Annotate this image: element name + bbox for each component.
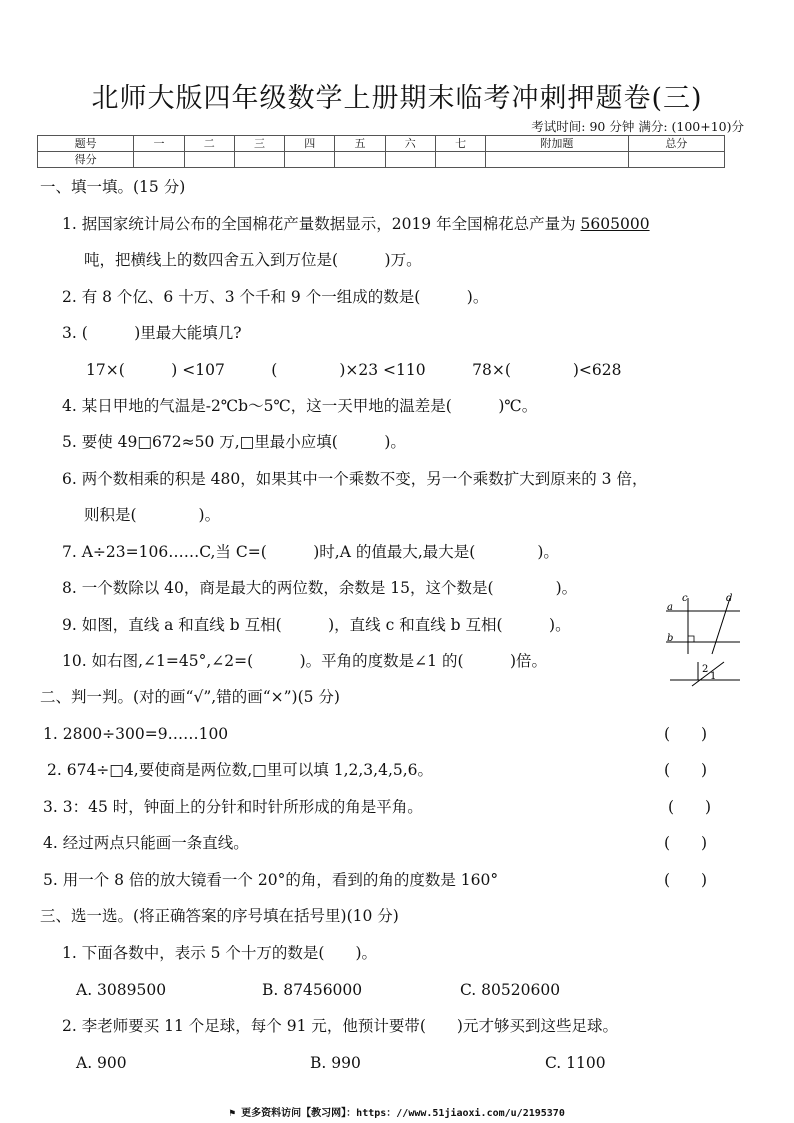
- score-table: [37, 135, 725, 168]
- score-header-cell: 四: [285, 136, 335, 152]
- label-c: c: [682, 593, 688, 604]
- question-1-3: 3. ( )里最大能填几?: [62, 324, 242, 342]
- question-1-9: 9. 如图，直线 a 和直线 b 互相( )，直线 c 和直线 b 互相( )。: [62, 616, 571, 634]
- underlined-number: 5605000: [580, 215, 650, 233]
- score-row-label: 得分: [38, 152, 134, 168]
- score-input-cell[interactable]: [486, 152, 628, 168]
- score-input-cell[interactable]: [134, 152, 184, 168]
- score-input-cell[interactable]: [234, 152, 284, 168]
- score-input-cell[interactable]: [184, 152, 234, 168]
- question-1-4: 4. 某日甲地的气温是-2℃b～5℃，这一天甲地的温差是( )℃。: [62, 397, 538, 415]
- choice-option: A. 3089500: [76, 981, 167, 999]
- question-1-2: 2. 有 8 个亿、6 十万、3 个千和 9 个一组成的数是( )。: [62, 288, 489, 306]
- choice-option: C. 80520600: [460, 981, 561, 999]
- choice-option: A. 900: [76, 1054, 127, 1072]
- right-angle-mark: [688, 636, 694, 642]
- footer-link[interactable]: [0, 1104, 794, 1119]
- judge-item: 4. 经过两点只能画一条直线。: [43, 834, 249, 852]
- score-header-cell: 总分: [628, 136, 724, 152]
- choice-option: C. 1100: [545, 1054, 606, 1072]
- question-1-7: 7. A÷23=106……C,当 C=( )时,A 的值最大,最大是( )。: [62, 543, 559, 561]
- section-3-heading: 三、选一选。(将正确答案的序号填在括号里)(10 分): [40, 907, 399, 925]
- label-d: d: [726, 593, 733, 604]
- score-header-cell: 七: [435, 136, 485, 152]
- judge-item: 5. 用一个 8 倍的放大镜看一个 20°的角，看到的角的度数是 160°: [43, 871, 499, 889]
- score-table-score-row: [38, 152, 725, 168]
- question-1-5: 5. 要使 49□672≈50 万,□里最小应填( )。: [62, 433, 406, 451]
- choice-question-1: 1. 下面各数中，表示 5 个十万的数是( )。: [62, 944, 378, 962]
- score-input-cell[interactable]: [385, 152, 435, 168]
- question-1-8: 8. 一个数除以 40，商是最大的两位数，余数是 15，这个数是( )。: [62, 579, 578, 597]
- score-header-cell: 一: [134, 136, 184, 152]
- question-1-10: 10. 如右图,∠1=45°,∠2=( )。平角的度数是∠1 的( )倍。: [62, 652, 548, 670]
- judge-item: 2. 674÷□4,要使商是两位数,□里可以填 1,2,3,4,5,6。: [47, 761, 434, 779]
- question-1-3-items: 17×( ) <107 ( )×23 <110 78×( )<628: [86, 361, 622, 379]
- line-d: [712, 598, 730, 654]
- flag-icon: ⚑: [229, 1108, 242, 1119]
- exam-info: 考试时间: 90 分钟 满分: (100+10)分: [531, 119, 744, 134]
- score-header-cell: 题号: [38, 136, 134, 152]
- page-title: 北师大版四年级数学上册期末临考冲刺押题卷(三): [91, 83, 703, 114]
- choice-option: B. 990: [310, 1054, 361, 1072]
- score-input-cell[interactable]: [335, 152, 385, 168]
- footer-text: 更多资料访问【教习网】：https：//www.51jiaoxi.com/u/2195370: [241, 1108, 565, 1119]
- section-2-heading: 二、判一判。(对的画“√”,错的画“×”)(5 分): [40, 688, 340, 706]
- answer-paren[interactable]: ( ): [668, 798, 712, 816]
- answer-paren[interactable]: ( ): [664, 871, 708, 889]
- score-header-cell: 五: [335, 136, 385, 152]
- score-input-cell[interactable]: [628, 152, 724, 168]
- score-header-cell: 六: [385, 136, 435, 152]
- judge-item: 1. 2800÷300=9……100: [43, 725, 229, 743]
- choice-question-2: 2. 李老师要买 11 个足球，每个 91 元，他预计要带( )元才够买到这些足球。: [62, 1017, 618, 1035]
- question-1-1-cont: 吨，把横线上的数四舍五入到万位是( )万。: [84, 251, 422, 269]
- label-a: a: [667, 602, 673, 613]
- answer-paren[interactable]: ( ): [664, 725, 708, 743]
- score-header-cell: 三: [234, 136, 284, 152]
- score-header-cell: 二: [184, 136, 234, 152]
- label-b: b: [667, 633, 674, 644]
- question-1-6: 6. 两个数相乘的积是 480，如果其中一个乘数不变，另一个乘数扩大到原来的 3 倍，: [62, 470, 648, 488]
- judge-item: 3. 3：45 时，钟面上的分针和时针所形成的角是平角。: [43, 798, 423, 816]
- answer-paren[interactable]: ( ): [664, 761, 708, 779]
- lines-angle-figure: [662, 592, 742, 687]
- question-1-6-cont: 则积是( )。: [84, 506, 221, 524]
- label-angle-2: 2: [702, 664, 709, 675]
- section-1-heading: 一、填一填。(15 分): [40, 178, 186, 196]
- answer-paren[interactable]: ( ): [664, 834, 708, 852]
- choice-option: B. 87456000: [262, 981, 363, 999]
- score-input-cell[interactable]: [285, 152, 335, 168]
- score-header-cell: 附加题: [486, 136, 628, 152]
- score-input-cell[interactable]: [435, 152, 485, 168]
- score-table-header-row: [38, 136, 725, 152]
- question-1-1: [62, 214, 650, 234]
- label-angle-1: 1: [710, 671, 717, 682]
- question-text: 1. 据国家统计局公布的全国棉花产量数据显示，2019 年全国棉花总产量为: [62, 215, 581, 233]
